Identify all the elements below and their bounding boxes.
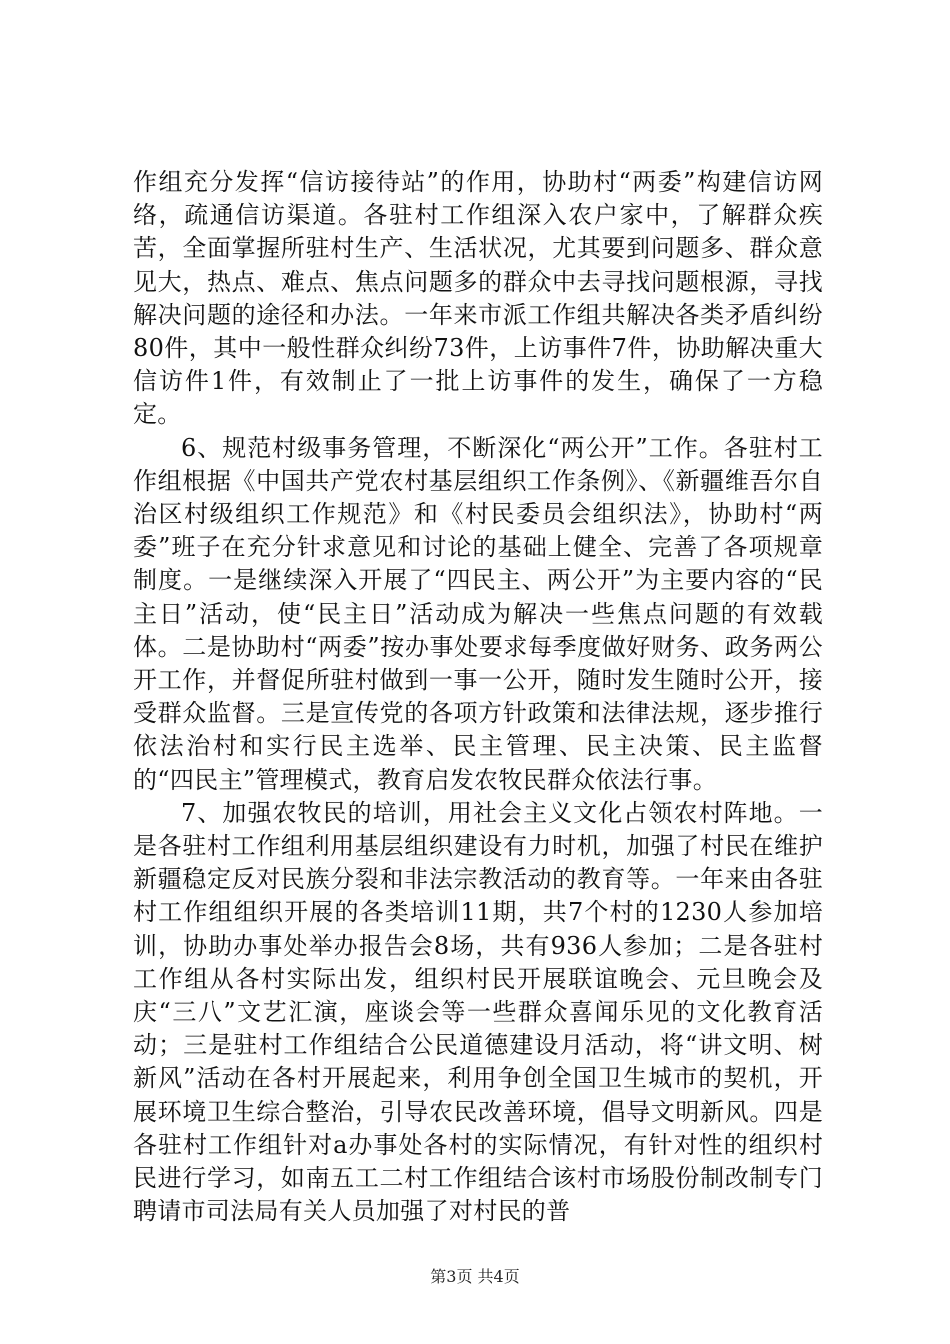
- paragraph-3: 7、加强农牧民的培训，用社会主义文化占领农村阵地。一是各驻村工作组利用基层组织建设有力时机，加强了村民在维护新疆稳定反对民族分裂和非法宗教活动的教育等。一年来由各驻村工作组组织开展的各类培训11期，共7个村的1230人参加培训，协助办事处举办报告会8场，共有936人参加；二是各驻村工作组从各村实际出发，组织村民开展联谊晚会、元旦晚会及庆“三八”文艺汇演，座谈会等一些群众喜闻乐见的文化教育活动；三是驻村工作组结合公民道德建设月活动，将“讲文明、树新风”活动在各村开展起来，利用争创全国卫生城市的契机，开展环境卫生综合整治，引导农民改善环境，倡导文明新风。四是各驻村工作组针对a办事处各村的实际情况，有针对性的组织村民进行学习，如南五工二村工作组结合该村市场股份制改制专门聘请市司法局有关人员加强了对村民的普: [133, 798, 823, 1226]
- page-number-label: 第3页 共4页: [430, 1267, 520, 1286]
- paragraph-2: 6、规范村级事务管理，不断深化“两公开”工作。各驻村工作组根据《中国共产党农村基层组织工作条例》、《新疆维吾尔自治区村级组织工作规范》和《村民委员会组织法》，协助村“两委”班子在充分针求意见和讨论的基础上健全、完善了各项规章制度。一是继续深入开展了“四民主、两公开”为主要内容的“民主日”活动，使“民主日”活动成为解决一些焦点问题的有效载体。二是协助村“两委”按办事处要求每季度做好财务、政务两公开工作，并督促所驻村做到一事一公开，随时发生随时公开，接受群众监督。三是宣传党的各项方针政策和法律法规，逐步推行依法治村和实行民主选举、民主管理、民主决策、民主监督的“四民主”管理模式，教育启发农牧民群众依法行事。: [133, 433, 823, 794]
- paragraph-1: 作组充分发挥“信访接待站”的作用，协助村“两委”构建信访网络，疏通信访渠道。各驻村工作组深入农户家中，了解群众疾苦，全面掌握所驻村生产、生活状况，尤其要到问题多、群众意见大，热点、难点、焦点问题多的群众中去寻找问题根源，寻找解决问题的途径和办法。一年来市派工作组共解决各类矛盾纠纷80件，其中一般性群众纠纷73件，上访事件7件，协助解决重大信访件1件，有效制止了一批上访事件的发生，确保了一方稳定。: [133, 168, 823, 429]
- document-body: [133, 166, 823, 1229]
- page-footer: [0, 1267, 950, 1287]
